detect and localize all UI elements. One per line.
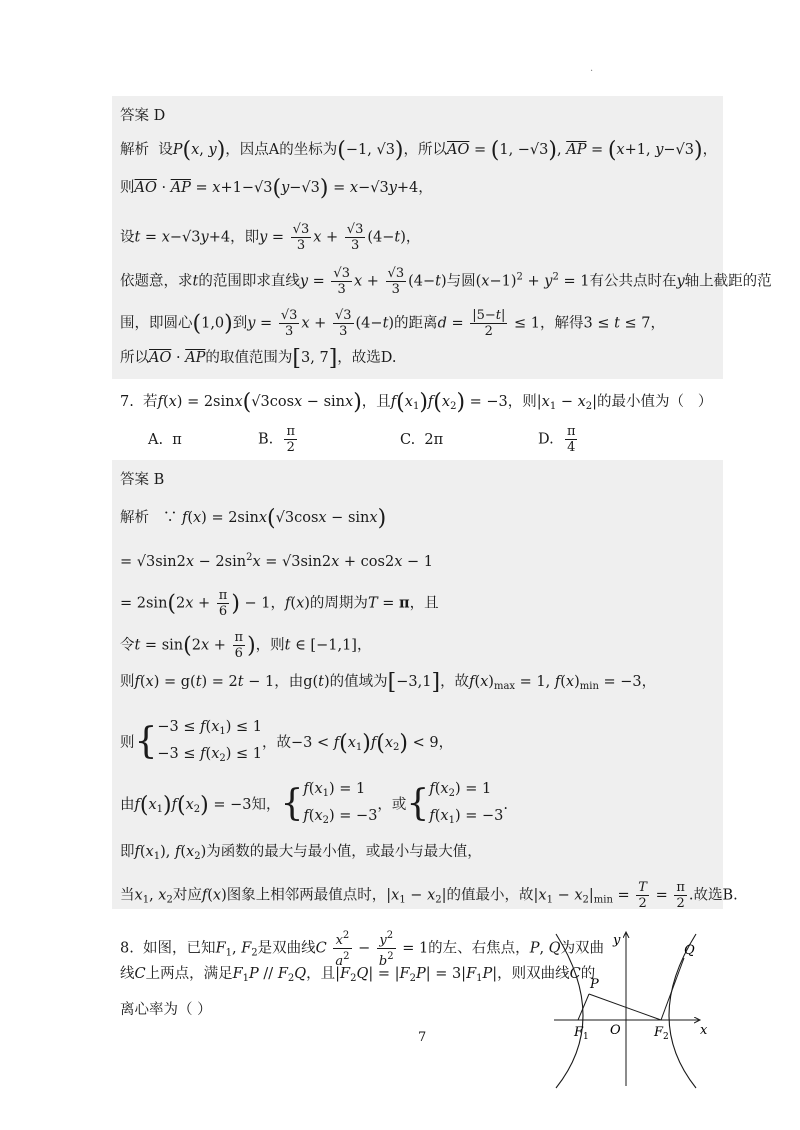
q7-option-b[interactable]: B. $\frac{\pi}{2}$ — [258, 424, 296, 455]
label-y: y — [613, 933, 621, 948]
q6-line-2: 则$\overline{AO} \cdot \overline{AP} = x+1-√3(y-√3) = x-√3y+4$， — [120, 176, 433, 201]
q8-line-2: 线C上两点，满足$F_1P // F_2Q$，且$|F_2Q| = |F_2P| = 3|F_1P|$，则双曲线C的 — [120, 966, 596, 984]
q8-line-1: 8. 如图，已知$F_1$, $F_2$是双曲线C $\frac{x^2}{a^2}$ − $\frac{y^2}{b^2}$ = 1的左、右焦点，P, Q为双曲 — [120, 930, 605, 969]
hyperbola-figure — [548, 924, 718, 1090]
left-branch — [556, 934, 583, 1088]
q7-line-7: 由$f(x_1)f(x_2) = -3$知，{$f(x_1) = 1$ $f(x_2) = -3$，或{$f(x_2) = 1$ $f(x_1) = -3$. — [120, 781, 508, 826]
q7-line-3: = 2sin(2x + $\frac{\pi}{6}$ ) − 1，f(x)的周期为T = π，且 — [120, 588, 439, 619]
q7-line-1: 解析 ∵ f(x) = 2sinx(√3cosx − sinx) — [120, 506, 387, 531]
label-f2: $F_2$ — [654, 1025, 669, 1042]
page-number: 7 — [418, 1030, 427, 1045]
q6-line-6: 所以$\overline{AO} \cdot \overline{AP}$的取值范围为[3, 7]，故选D. — [120, 346, 397, 371]
label-o: O — [610, 1023, 621, 1038]
q6-line-5: 围，即圆心(1,0)到y = $\frac{√3}{3}$ x + $\frac{√3}{3}$ (4−t)的距离d = $\frac{|5-t|}{2}$ ≤ 1，解得3 ≤ t ≤ 7， — [120, 308, 666, 339]
segment-pf2 — [589, 994, 661, 1020]
q7-line-9: 当$x_1$, $x_2$对应f(x)图象上相邻两最值点时，$|x_1 - x_2|$的值最小，故$|x_1 - x_2|_{min}$ = $\frac{T}{2}$ = $\frac{\pi}{2}$ .故选B. — [120, 880, 738, 911]
q7-line-2: = $√3\sin 2x - 2\sin^2x = √3\sin 2x + \cos 2x - 1$ — [120, 552, 433, 570]
label-x: x — [700, 1023, 708, 1038]
q7-option-a[interactable]: A. π — [148, 432, 182, 448]
q6-line-1: 解析 设P(x, y)，因点A的坐标为(−1, √3)，所以$\overline{AO} = (1$, −√3), $\overline{AP} = (x+1$, y−√3)， — [120, 138, 718, 163]
label-p: P — [590, 977, 599, 992]
exam-page: · 答案 D 解析 设P(x, y)，因点A的坐标为(−1, √3)，所以$\overline{AO} = (1$, −√3), $\overline{AP} = (x+1$, y−√3)， 则$\overline{AO} \cdot \overline{AP} = x+1-√3(y-√3) = x-√3y+4$， 设t = x−√3y+4，即y = $\frac{√3}{3}$ x + $\frac{√3}{3}$ (4−t)， 依题意，求t的范围即求直线y = $\frac{√3}{3}$ x + $\frac{√3}{3}$ (4−t)与圆$(x-1)^2 + y^2 = 1$有公共点时在y轴上截距的范 围，即圆心(1,0)到y = $\frac{√3}{3}$ x + $\frac{√3}{3}$ (4−t)的距离d = $\frac{|5-t|}{2}$ ≤ 1，解得3 ≤ t ≤ 7， 所以$\overline{AO} \cdot \overline{AP}$的取值范围为[3, 7]，故选D. 7. 若f(x) = 2sinx(√3cosx − sinx)，且$f(x_1)f(x_2) = -3$，则$|x_1 - x_2|$的最小值为（ ） A. π B. $\frac{\pi}{2}$ C. 2π D. $\frac{\pi}{4}$ 答案 B 解析 ∵ f(x) = 2sinx(√3cosx − sinx) = $√3\sin 2x - 2\sin^2x = √3\sin 2x + \cos 2x - 1$ = 2sin(2x + $\frac{\pi}{6}$ ) − 1，f(x)的周期为T = π，且 令t = sin(2x + $\frac{\pi}{6}$ )，则t ∈ [−1,1]， 则f(x) = g(t) = 2t − 1，由g(t)的值域为[−3,1]，故$f(x)_{max} = 1$, $f(x)_{min} = -3$， 则{$-3 \le f(x_1) \le 1$ $-3 \le f(x_2) \le 1$，故$-3 < f(x_1)f(x_2) < 9$， 由$f(x_1)f(x_2) = -3$知，{$f(x_1) = 1$ $f(x_2) = -3$，或{$f(x_2) = 1$ $f(x_1) = -3$. 即$f(x_1)$, $f(x_2)$为函数的最大与最小值，或最小与最大值， 当$x_1$, $x_2$对应f(x)图象上相邻两最值点时，$|x_1 - x_2|$的值最小，故$|x_1 - x_2|_{min}$ = $\frac{T}{2}$ = $\frac{\pi}{2}$ .故选B. 8. 如图，已知$F_1$, $F_2$是双曲线C $\frac{x^2}{a^2}$ − $\frac{y^2}{b^2}$ = 1的左、右焦点，P, Q为双曲 线C上两点，满足$F_1P // F_2Q$，且$|F_2Q| = |F_2P| = 3|F_1P|$，则双曲线C的 离心率为（ ） y x O P Q $F_1$ $F_2$ 7 — [0, 0, 800, 1130]
segment-f2q — [661, 958, 684, 1020]
q6-line-3: 设t = x−√3y+4，即y = $\frac{√3}{3}$ x + $\frac{√3}{3}$ (4−t)， — [120, 222, 421, 253]
q8-line-3: 离心率为（ ） — [120, 1002, 212, 1018]
q7-option-d[interactable]: D. $\frac{\pi}{4}$ — [538, 424, 576, 455]
q7-line-8: 即$f(x_1)$, $f(x_2)$为函数的最大与最小值，或最小与最大值， — [120, 844, 482, 862]
q7-answer-label: 答案 B — [120, 472, 165, 488]
q7-line-5: 则f(x) = g(t) = 2t − 1，由g(t)的值域为[−3,1]，故$f(x)_{max} = 1$, $f(x)_{min} = -3$， — [120, 670, 657, 695]
q7-line-4: 令t = sin(2x + $\frac{\pi}{6}$ )，则t ∈ [−1,1]， — [120, 630, 372, 661]
label-q: Q — [684, 943, 695, 958]
q7-option-c[interactable]: C. 2π — [400, 432, 444, 448]
q7-stem: 7. 若f(x) = 2sinx(√3cosx − sinx)，且$f(x_1)f(x_2) = -3$，则$|x_1 - x_2|$的最小值为（ ） — [120, 390, 713, 415]
q7-line-6: 则{$-3 \le f(x_1) \le 1$ $-3 \le f(x_2) \le 1$，故$-3 < f(x_1)f(x_2) < 9$， — [120, 719, 454, 764]
q6-line-4: 依题意，求t的范围即求直线y = $\frac{√3}{3}$ x + $\frac{√3}{3}$ (4−t)与圆$(x-1)^2 + y^2 = 1$有公共点时在y轴上截距的范 — [120, 266, 772, 297]
label-f1: $F_1$ — [574, 1025, 589, 1042]
q6-answer-label: 答案 D — [120, 108, 166, 124]
